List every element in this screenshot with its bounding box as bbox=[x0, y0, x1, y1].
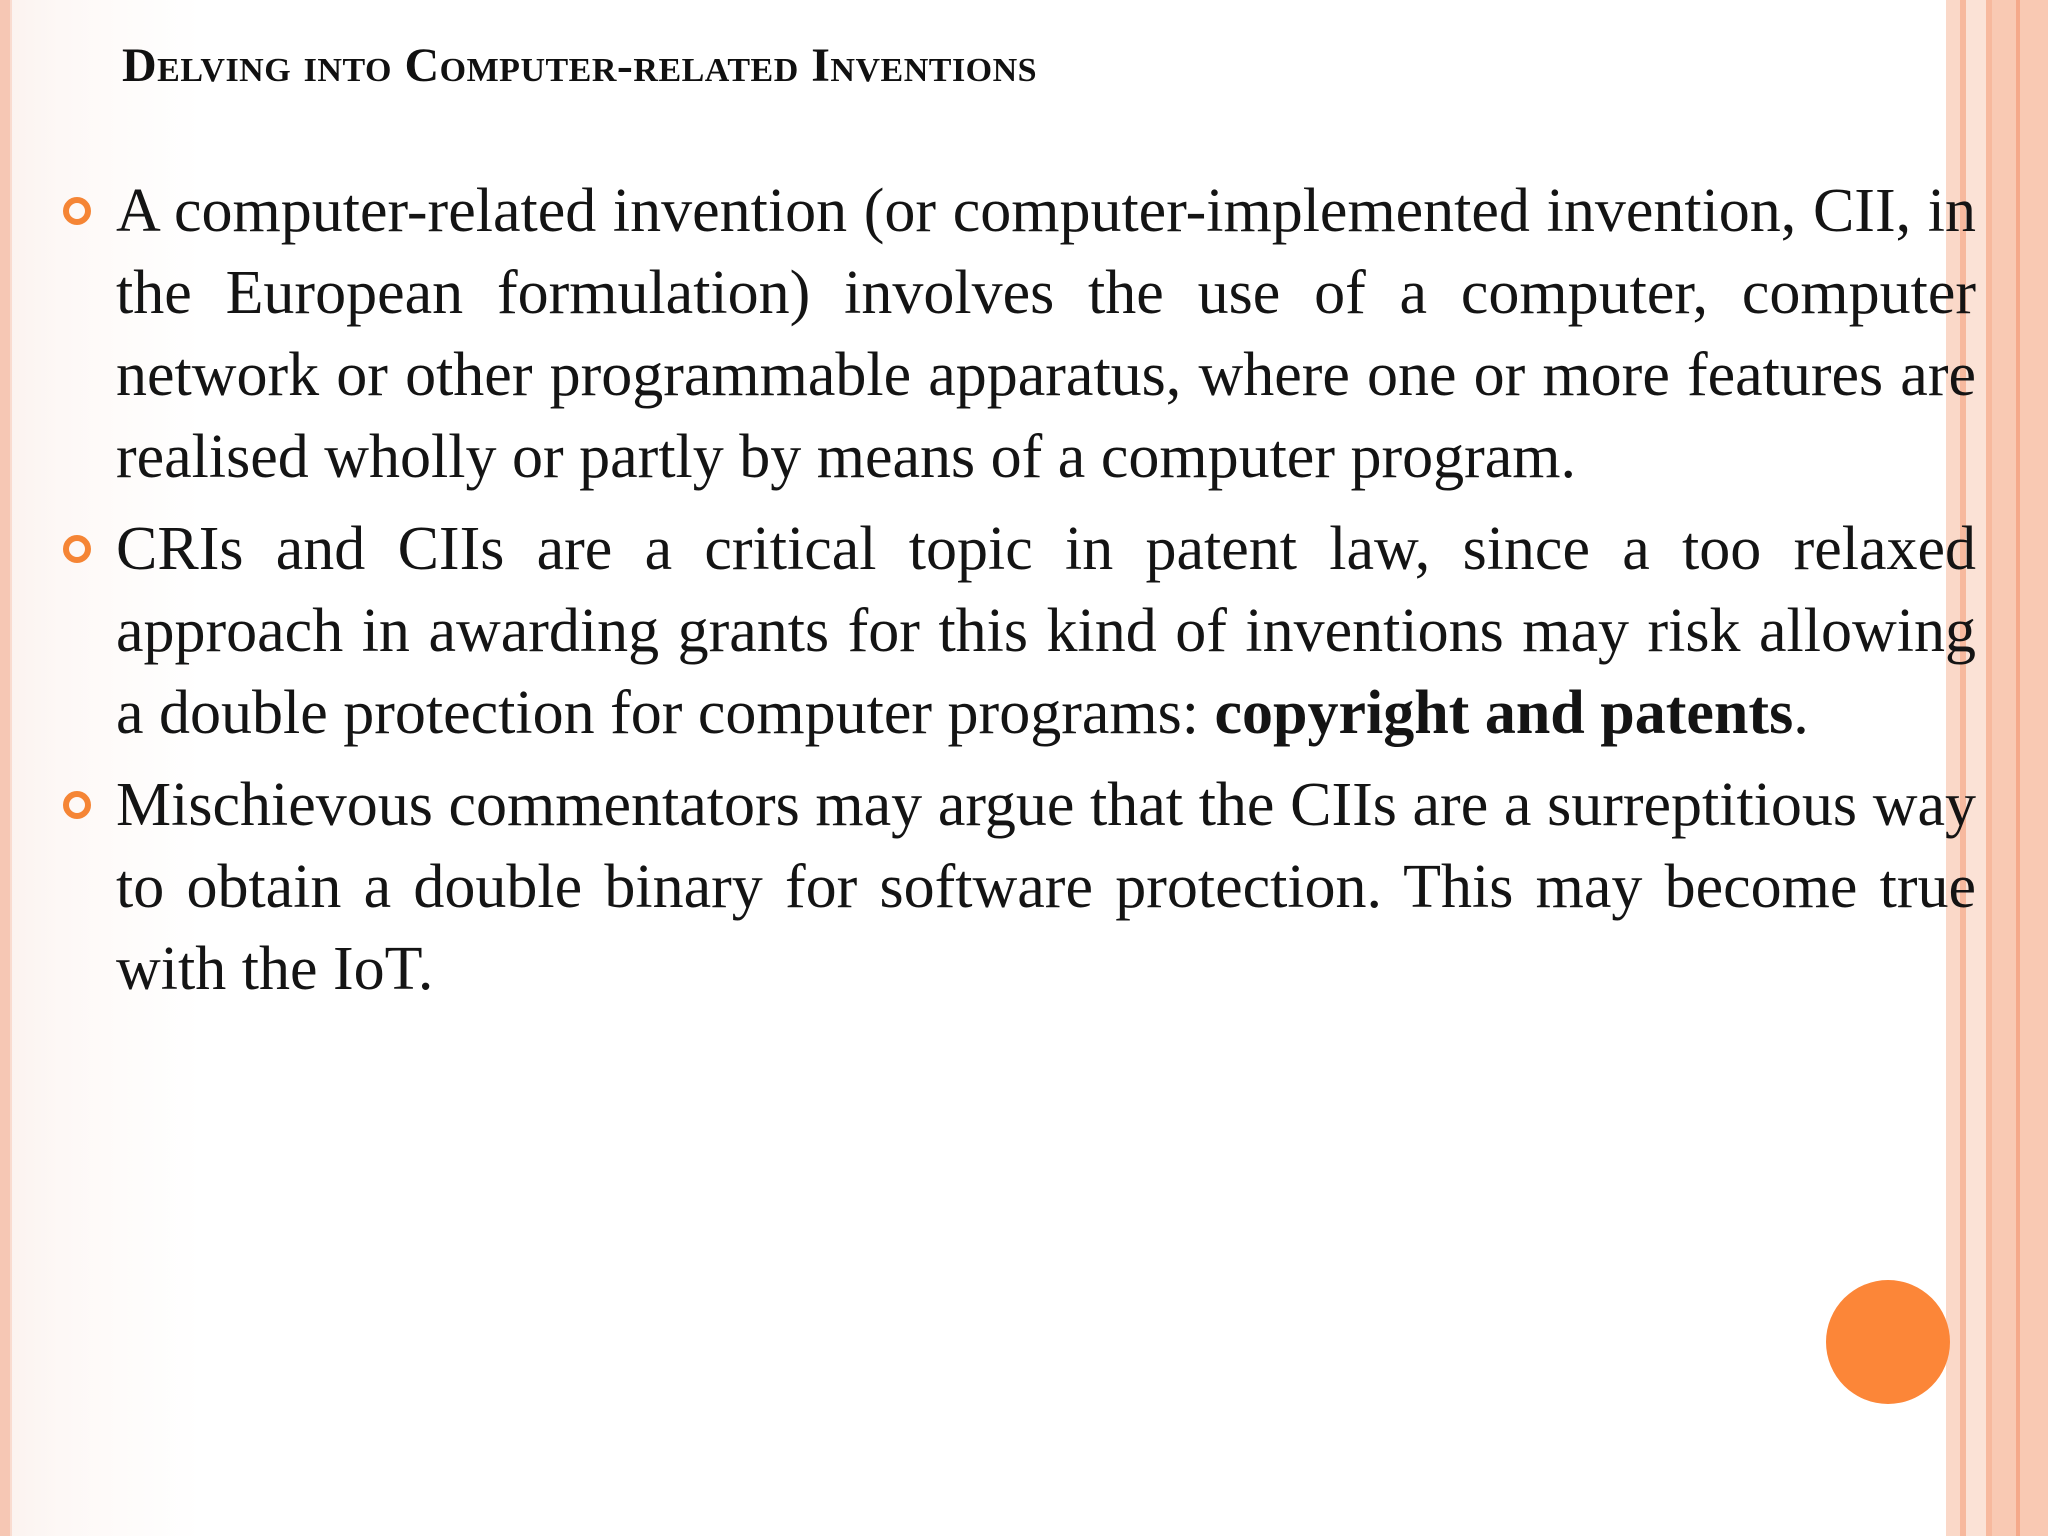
bullet-item bbox=[116, 508, 1976, 754]
right-border-stripe bbox=[2016, 0, 2020, 1536]
bullet-item bbox=[116, 170, 1976, 498]
bullet-bold-text: copyright and patents bbox=[1214, 679, 1794, 747]
bullet-text: CRIs and CIIs are a critical topic in patent law, since a too relaxed approach in awarding grants for this kind of inventions may risk allowing a double protection for computer programs: bbox=[116, 515, 1976, 747]
bullet-list bbox=[116, 170, 1976, 1020]
left-border-stripe bbox=[0, 0, 10, 1536]
hollow-circle-bullet-icon bbox=[63, 791, 91, 819]
hollow-circle-bullet-icon bbox=[63, 535, 91, 563]
left-border-stripe-inner bbox=[10, 0, 12, 1536]
hollow-circle-bullet-icon bbox=[63, 197, 91, 225]
bullet-text-end: . bbox=[1793, 679, 1809, 747]
bullet-text: A computer-related invention (or computer-implemented invention, CII, in the European formulation) involves the use of a computer, computer network or other programmable apparatus, where one or more features are realised wholly or partly by means of a computer program. bbox=[116, 177, 1976, 491]
bullet-item bbox=[116, 764, 1976, 1010]
bullet-text: Mischievous commentators may argue that the CIIs are a surreptitious way to obtain a double binary for software protection. This may become true with the IoT. bbox=[116, 771, 1976, 1003]
orange-circle-decoration bbox=[1826, 1280, 1950, 1404]
slide-title: Delving into Computer-related Inventions bbox=[122, 39, 1038, 92]
right-border-stripe bbox=[1992, 0, 2048, 1536]
